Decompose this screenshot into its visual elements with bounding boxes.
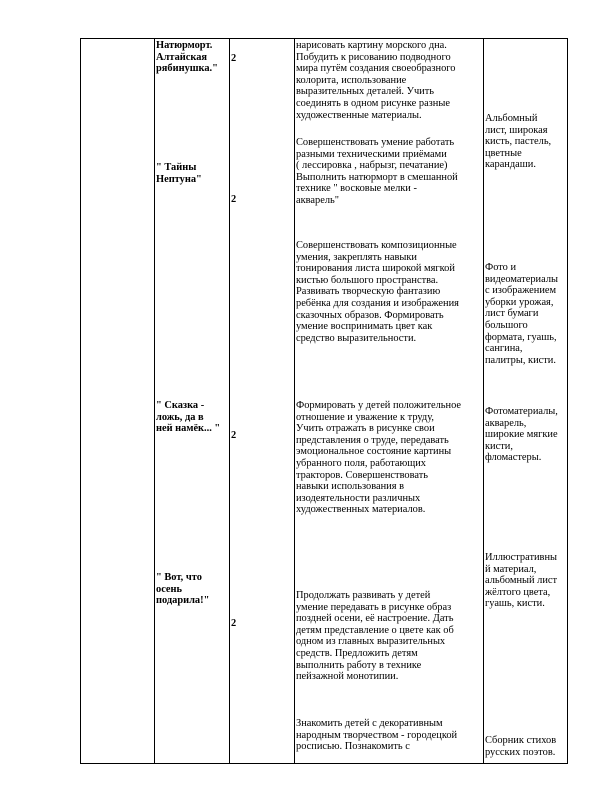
materials-line: цветные [485, 147, 522, 159]
content-line: умения, закреплять навыки [296, 251, 417, 263]
topic-cell [156, 162, 230, 185]
content-line: выполнить работу в технике [296, 659, 422, 671]
content-cell [296, 137, 482, 207]
materials-cell [485, 262, 567, 366]
content-line: умение передавать в рисунке образ [296, 601, 452, 613]
content-line: колорита, использование [296, 74, 407, 86]
topic-cell [156, 572, 230, 607]
content-line: детям представление о цвете как об [296, 624, 454, 636]
column-border-4 [294, 38, 295, 764]
materials-line: фломастеры. [485, 452, 542, 464]
materials-cell [485, 552, 567, 610]
materials-line: кисть, пастель, [485, 136, 552, 148]
content-line: представления о труде, передавать [296, 434, 449, 446]
materials-line: палитры, кисти. [485, 354, 556, 366]
content-line: разными техническими приёмами [296, 148, 447, 160]
content-line: ( лессировка , набрызг, печатание) [296, 160, 448, 172]
column-border-5 [483, 38, 484, 764]
materials-cell [485, 113, 567, 171]
topic-line: осень [156, 583, 183, 595]
content-line: Выполнить натюрморт в смешанной [296, 171, 458, 183]
content-line: убранного поля, работающих [296, 457, 426, 469]
topic-line: ложь, да в [156, 411, 204, 423]
materials-line: лист, широкая [485, 124, 548, 136]
content-line: эмоциональное состояние картины [296, 446, 452, 458]
content-line: нарисовать картину морского дна. [296, 40, 447, 51]
materials-line: большого [485, 319, 528, 331]
content-line: кистью большого пространства. [296, 274, 439, 286]
content-line: Развивать творческую фантазию [296, 286, 441, 298]
content-line: пейзажной монотипии. [296, 671, 399, 683]
content-line: мира путём создания своеобразного [296, 63, 456, 75]
content-line: средство выразительности. [296, 332, 417, 344]
content-cell [296, 590, 482, 683]
materials-line: широкие мягкие [485, 429, 558, 441]
materials-line: гуашь, кисти. [485, 598, 545, 610]
topic-line: " Тайны [156, 162, 197, 173]
content-line: народным творчеством - городецкой [296, 729, 458, 741]
materials-line: Сборник стихов [485, 735, 557, 746]
content-line: средств. Предложить детям [296, 647, 418, 659]
materials-line: Фото и [485, 262, 517, 273]
topic-line: Алтайская [156, 51, 208, 63]
materials-line: карандаши. [485, 159, 536, 171]
hours-cell: 2 [231, 618, 237, 629]
content-line: сказочных образов. Формировать [296, 309, 444, 321]
content-line: художественных материалов. [296, 504, 426, 516]
materials-line: Иллюстративны [485, 552, 558, 563]
column-border-2 [154, 38, 155, 764]
materials-line: кисти, [485, 440, 513, 452]
content-line: росписью. Познакомить с [296, 741, 410, 753]
materials-line: альбомный лист [485, 575, 558, 587]
content-line: акварель" [296, 194, 340, 206]
content-line: соединять в одном рисунке разные [296, 97, 450, 109]
materials-cell [485, 735, 567, 758]
materials-line: с изображением [485, 285, 557, 297]
topic-line: Нептуна" [156, 173, 202, 185]
content-line: выразительных деталей. Учить [296, 86, 435, 98]
materials-cell [485, 406, 567, 464]
materials-line: акварель, [485, 417, 527, 429]
materials-line: лист бумаги [485, 308, 539, 320]
content-line: одном из главных выразительных [296, 636, 446, 648]
content-line: изодеятельности различных [296, 492, 421, 504]
content-line: Учить отражать в рисунке свои [296, 423, 435, 435]
materials-line: жёлтого цвета, [485, 586, 551, 598]
content-line: навыки использования в [296, 481, 405, 493]
topic-cell [156, 400, 230, 435]
content-line: тонирования листа широкой мягкой [296, 263, 455, 275]
materials-line: формата, гуашь, [485, 331, 557, 343]
topic-line: " Сказка - [156, 400, 205, 411]
hours-cell: 2 [231, 53, 237, 64]
materials-line: й материал, [485, 563, 537, 575]
content-cell [296, 718, 482, 753]
materials-line: видеоматериалы [485, 273, 558, 285]
topic-line: рябинушка." [156, 63, 218, 75]
materials-line: Альбомный [485, 113, 538, 124]
content-cell [296, 40, 482, 121]
topic-cell [156, 40, 230, 75]
column-border-1 [80, 38, 81, 764]
content-line: технике " восковые мелки - [296, 183, 417, 195]
topic-line: " Вот, что [156, 572, 202, 583]
content-line: тракторов. Совершенствовать [296, 469, 429, 481]
column-border-6 [567, 38, 568, 764]
materials-line: уборки урожая, [485, 296, 554, 308]
content-line: умение воспринимать цвет как [296, 321, 433, 333]
materials-line: Фотоматериалы, [485, 406, 558, 417]
content-line: Побудить к рисованию подводного [296, 51, 451, 63]
content-line: поздней осени, её настроение. Дать [296, 613, 454, 625]
topic-line: подарила!" [156, 595, 210, 607]
content-line: Совершенствовать композиционные [296, 240, 457, 251]
materials-line: сангина, [485, 343, 523, 355]
content-line: Совершенствовать умение работать [296, 137, 455, 148]
content-line: Знакомить детей с декоративным [296, 718, 443, 729]
hours-cell: 2 [231, 430, 237, 441]
content-line: Формировать у детей положительное [296, 400, 462, 411]
hours-cell: 2 [231, 194, 237, 205]
materials-line: русских поэтов. [485, 746, 556, 758]
content-cell [296, 240, 482, 344]
content-cell [296, 400, 482, 516]
topic-line: Натюрморт. [156, 40, 213, 51]
topic-line: ней намёк... " [156, 423, 221, 435]
content-line: ребёнка для создания и изображения [296, 297, 459, 309]
content-line: отношение и уважение к труду, [296, 411, 434, 423]
content-line: Продолжать развивать у детей [296, 590, 431, 601]
content-line: художественные материалы. [296, 109, 422, 121]
